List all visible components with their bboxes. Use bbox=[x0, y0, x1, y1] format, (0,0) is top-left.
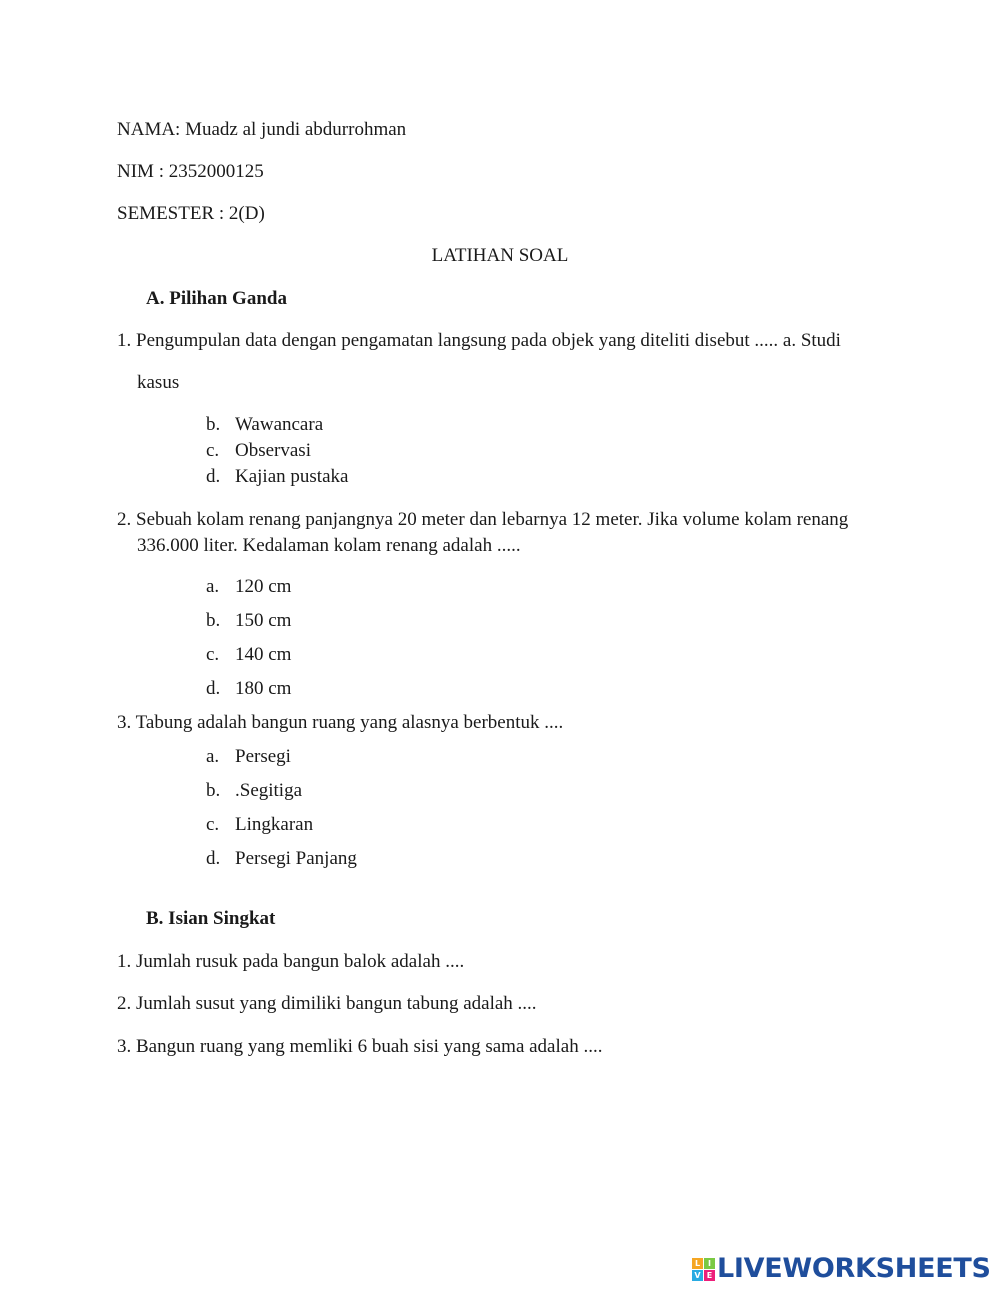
question-2-line-1: 2. Sebuah kolam renang panjangnya 20 meter dan lebarnya 12 meter. Jika volume kolam renang bbox=[117, 509, 849, 530]
student-nim: NIM : 2352000125 bbox=[117, 161, 264, 182]
short-answer-item-2: 2. Jumlah susut yang dimiliki bangun tabung adalah .... bbox=[117, 993, 537, 1014]
option-text: Lingkaran bbox=[235, 814, 314, 835]
student-name: NAMA: Muadz al jundi abdurrohman bbox=[117, 119, 407, 140]
option-text: Persegi bbox=[235, 746, 291, 767]
option-letter: d. bbox=[206, 678, 221, 699]
student-semester: SEMESTER : 2(D) bbox=[117, 203, 265, 224]
option-letter: c. bbox=[206, 440, 220, 461]
option-text: Kajian pustaka bbox=[235, 466, 349, 487]
section-a-heading: A. Pilihan Ganda bbox=[146, 288, 287, 309]
short-answer-item-3: 3. Bangun ruang yang memliki 6 buah sisi yang sama adalah .... bbox=[117, 1036, 603, 1057]
liveworksheets-logo-mark bbox=[692, 1258, 715, 1281]
option-text: Persegi Panjang bbox=[235, 848, 357, 869]
option-letter: c. bbox=[206, 644, 220, 665]
option-text: 140 cm bbox=[235, 644, 292, 665]
logo-mark-tile: I bbox=[704, 1258, 715, 1269]
liveworksheets-logo bbox=[692, 1252, 991, 1286]
question-1-line-2: kasus bbox=[137, 372, 180, 393]
logo-mark-tile: L bbox=[692, 1258, 703, 1269]
short-answer-item-1: 1. Jumlah rusuk pada bangun balok adalah .... bbox=[117, 951, 465, 972]
option-letter: b. bbox=[206, 414, 221, 435]
option-letter: a. bbox=[206, 576, 220, 597]
question-2-line-2: 336.000 liter. Kedalaman kolam renang adalah ..... bbox=[137, 535, 521, 556]
logo-text: LIVEWORKSHEETS bbox=[717, 1252, 991, 1284]
option-letter: b. bbox=[206, 610, 221, 631]
option-text: .Segitiga bbox=[235, 780, 303, 801]
option-text: 120 cm bbox=[235, 576, 292, 597]
option-text: 150 cm bbox=[235, 610, 292, 631]
option-letter: a. bbox=[206, 746, 220, 767]
option-letter: d. bbox=[206, 848, 221, 869]
option-text: Wawancara bbox=[235, 414, 324, 435]
option-letter: b. bbox=[206, 780, 221, 801]
logo-mark-tile: E bbox=[704, 1270, 715, 1281]
option-letter: c. bbox=[206, 814, 220, 835]
question-3-line-1: 3. Tabung adalah bangun ruang yang alasnya berbentuk .... bbox=[117, 712, 564, 733]
option-text: 180 cm bbox=[235, 678, 292, 699]
option-text: Observasi bbox=[235, 440, 311, 461]
section-b-heading: B. Isian Singkat bbox=[146, 908, 276, 929]
option-letter: d. bbox=[206, 466, 221, 487]
logo-mark-tile: V bbox=[692, 1270, 703, 1281]
question-1-line-1: 1. Pengumpulan data dengan pengamatan langsung pada objek yang diteliti disebut ..... a. Studi bbox=[117, 330, 841, 351]
page-title: LATIHAN SOAL bbox=[431, 245, 569, 266]
